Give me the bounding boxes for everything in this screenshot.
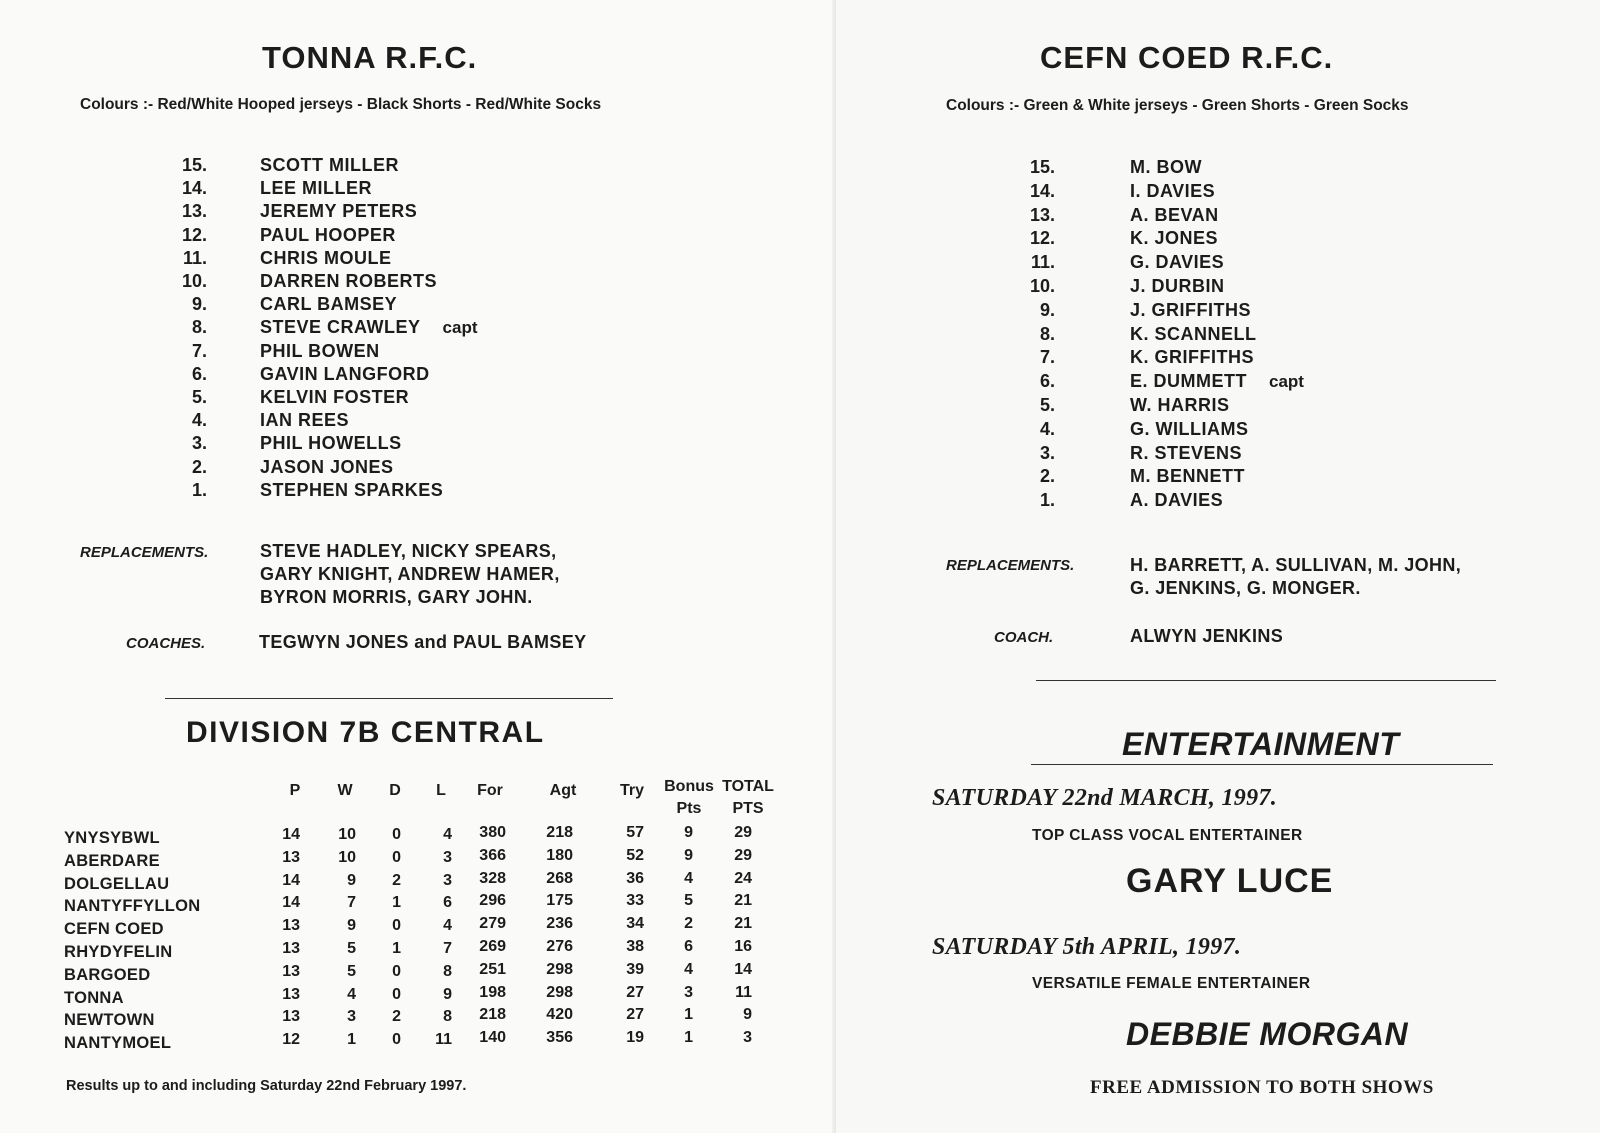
event2-date: SATURDAY 5th APRIL, 1997. bbox=[932, 934, 1242, 960]
event1-performer: GARY LUCE bbox=[1126, 862, 1334, 900]
table-cell-for: 296 bbox=[479, 892, 506, 910]
table-cell-p: 13 bbox=[282, 985, 300, 1003]
table-cell-p: 14 bbox=[282, 871, 300, 889]
entertainment-underline bbox=[1031, 764, 1493, 765]
player-name: A. BEVAN bbox=[1130, 204, 1219, 225]
table-cell-for: 198 bbox=[479, 983, 506, 1001]
replacement-line: GARY KNIGHT, ANDREW HAMER, bbox=[260, 564, 560, 584]
player-name-row bbox=[1130, 276, 1225, 297]
table-cell-total: 14 bbox=[734, 960, 752, 978]
column-header: L bbox=[436, 782, 446, 799]
table-cell-for: 380 bbox=[479, 824, 506, 841]
player-name: M. BOW bbox=[1130, 157, 1202, 177]
team-name: YNYSYBWL bbox=[64, 829, 160, 847]
player-name-row bbox=[260, 294, 397, 315]
player-name: A. DAVIES bbox=[1130, 490, 1224, 511]
table-cell-p: 13 bbox=[282, 848, 300, 866]
player-number: 12. bbox=[1029, 228, 1055, 249]
divider-rule bbox=[1036, 680, 1496, 681]
table-cell-d: 0 bbox=[392, 848, 401, 866]
player-name: CARL BAMSEY bbox=[260, 294, 398, 315]
team-name: CEFN COED bbox=[64, 920, 164, 939]
player-number: 14. bbox=[181, 178, 207, 199]
replacement-line: STEVE HADLEY, NICKY SPEARS, bbox=[260, 541, 557, 561]
player-number: 6. bbox=[191, 363, 207, 384]
table-cell-p: 13 bbox=[282, 1008, 300, 1026]
table-cell-try: 39 bbox=[626, 960, 644, 978]
table-cell-l: 7 bbox=[443, 940, 452, 957]
team-name: BARGOED bbox=[64, 965, 151, 984]
divider-rule bbox=[165, 698, 613, 699]
player-name-row bbox=[1130, 252, 1224, 273]
player-name: R. STEVENS bbox=[1130, 442, 1243, 463]
table-cell-d: 1 bbox=[392, 894, 401, 912]
player-number: 10. bbox=[1029, 276, 1055, 296]
table-cell-try: 19 bbox=[626, 1029, 644, 1047]
table-cell-agt: 276 bbox=[546, 938, 573, 955]
team-name: NEWTOWN bbox=[64, 1011, 155, 1030]
player-number: 9. bbox=[191, 294, 207, 315]
table-cell-w: 10 bbox=[338, 848, 356, 866]
player-name-row bbox=[1130, 228, 1218, 249]
table-cell-w: 5 bbox=[347, 940, 356, 957]
table-cell-total: 9 bbox=[743, 1006, 752, 1024]
table-cell-d: 0 bbox=[392, 962, 401, 980]
table-cell-try: 36 bbox=[626, 869, 644, 887]
table-cell-l: 6 bbox=[443, 894, 452, 912]
table-cell-d: 2 bbox=[392, 871, 401, 889]
table-cell-agt: 420 bbox=[546, 1006, 573, 1024]
table-cell-w: 10 bbox=[338, 826, 356, 843]
player-name-row bbox=[1130, 181, 1215, 202]
column-header: W bbox=[337, 782, 353, 799]
table-cell-bonus: 6 bbox=[684, 938, 693, 955]
player-name-row bbox=[260, 201, 417, 222]
player-name: JEREMY PETERS bbox=[260, 201, 418, 222]
player-name-row bbox=[260, 225, 396, 246]
player-name: JASON JONES bbox=[260, 456, 394, 477]
table-cell-bonus: 9 bbox=[684, 824, 693, 841]
player-number: 10. bbox=[181, 271, 207, 291]
tonna-club-title: TONNA R.F.C. bbox=[262, 40, 478, 75]
table-cell-d: 0 bbox=[392, 985, 401, 1003]
table-cell-try: 52 bbox=[626, 846, 644, 864]
event1-description: TOP CLASS VOCAL ENTERTAINER bbox=[1032, 827, 1303, 844]
table-cell-w: 7 bbox=[347, 894, 356, 912]
cefn-coed-replacements-label: REPLACEMENTS. bbox=[946, 557, 1075, 574]
table-cell-bonus: 9 bbox=[684, 846, 693, 864]
player-number: 5. bbox=[1039, 395, 1055, 415]
column-header: TOTAL bbox=[722, 778, 774, 795]
player-number: 7. bbox=[191, 340, 207, 361]
table-cell-for: 328 bbox=[479, 869, 506, 887]
player-name: J. GRIFFITHS bbox=[1130, 299, 1252, 320]
table-cell-d: 2 bbox=[392, 1008, 401, 1026]
player-number: 8. bbox=[1039, 323, 1055, 344]
player-name: E. DUMMETT bbox=[1130, 371, 1247, 392]
player-number: 3. bbox=[1039, 442, 1055, 463]
table-cell-p: 13 bbox=[282, 917, 300, 935]
table-cell-try: 38 bbox=[626, 938, 644, 955]
player-number: 2. bbox=[191, 456, 207, 477]
table-cell-l: 3 bbox=[443, 848, 452, 866]
player-name-row bbox=[260, 410, 349, 431]
player-number: 12. bbox=[181, 224, 207, 245]
player-name-row bbox=[1130, 205, 1219, 226]
table-cell-bonus: 1 bbox=[684, 1029, 693, 1047]
player-name-row bbox=[1130, 347, 1254, 368]
column-header: Agt bbox=[549, 782, 577, 799]
table-cell-agt: 180 bbox=[546, 846, 573, 864]
table-cell-agt: 175 bbox=[546, 892, 573, 910]
table-cell-l: 3 bbox=[443, 871, 452, 889]
player-number: 6. bbox=[1039, 371, 1055, 392]
player-name: I. DAVIES bbox=[1130, 180, 1216, 201]
player-number: 11. bbox=[182, 247, 207, 268]
table-cell-p: 13 bbox=[282, 940, 300, 957]
team-name: NANTYMOEL bbox=[64, 1034, 172, 1053]
table-cell-for: 279 bbox=[479, 915, 506, 933]
player-name: IAN REES bbox=[260, 410, 350, 431]
player-number: 2. bbox=[1039, 466, 1055, 487]
player-name-row bbox=[260, 317, 478, 338]
table-cell-d: 0 bbox=[392, 1031, 401, 1049]
player-name-row bbox=[260, 155, 399, 176]
player-number: 1. bbox=[191, 479, 207, 500]
column-header: For bbox=[477, 782, 503, 799]
table-cell-l: 8 bbox=[443, 962, 452, 980]
division-title: DIVISION 7B CENTRAL bbox=[186, 716, 545, 749]
player-name: STEPHEN SPARKES bbox=[260, 479, 444, 500]
table-cell-agt: 298 bbox=[546, 960, 573, 978]
table-cell-l: 8 bbox=[443, 1008, 452, 1026]
team-name: NANTYFFYLLON bbox=[64, 897, 201, 916]
table-cell-d: 1 bbox=[392, 940, 401, 957]
cefn-coed-replacements bbox=[1130, 554, 1461, 600]
player-name-row bbox=[1130, 419, 1248, 440]
table-cell-total: 29 bbox=[734, 824, 752, 841]
table-cell-for: 140 bbox=[479, 1029, 506, 1047]
player-name: LEE MILLER bbox=[260, 178, 372, 199]
player-name-row bbox=[260, 387, 409, 408]
table-cell-agt: 236 bbox=[546, 915, 573, 933]
tonna-coaches: TEGWYN JONES and PAUL BAMSEY bbox=[259, 632, 587, 652]
table-cell-bonus: 5 bbox=[684, 892, 693, 910]
captain-marker: capt bbox=[442, 318, 478, 338]
player-number: 7. bbox=[1039, 347, 1055, 368]
table-cell-total: 11 bbox=[735, 983, 752, 1001]
cefn-coed-club-title: CEFN COED R.F.C. bbox=[1040, 40, 1334, 75]
table-cell-for: 251 bbox=[479, 960, 506, 978]
player-number: 5. bbox=[191, 387, 207, 407]
player-name-row bbox=[260, 480, 443, 501]
player-number: 4. bbox=[1039, 418, 1055, 439]
player-name-row bbox=[1130, 466, 1245, 487]
replacement-line: H. BARRETT, A. SULLIVAN, M. JOHN, bbox=[1130, 555, 1462, 575]
player-name-row bbox=[1130, 395, 1230, 416]
table-cell-w: 3 bbox=[347, 1008, 356, 1026]
table-cell-p: 14 bbox=[282, 894, 300, 912]
table-cell-d: 0 bbox=[392, 826, 401, 843]
player-name-row bbox=[260, 271, 437, 292]
team-name: TONNA bbox=[64, 988, 124, 1007]
team-name: ABERDARE bbox=[64, 851, 160, 870]
table-cell-try: 27 bbox=[626, 1006, 644, 1024]
tonna-replacements-label: REPLACEMENTS. bbox=[80, 544, 209, 561]
player-name-row bbox=[260, 457, 394, 478]
player-name: K. JONES bbox=[1130, 228, 1219, 249]
event1-date: SATURDAY 22nd MARCH, 1997. bbox=[932, 785, 1277, 811]
table-cell-total: 24 bbox=[734, 869, 752, 887]
table-cell-bonus: 1 bbox=[684, 1006, 693, 1024]
event2-performer: DEBBIE MORGAN bbox=[1126, 1016, 1409, 1052]
player-name: PHIL HOWELLS bbox=[260, 433, 402, 454]
player-number: 13. bbox=[181, 201, 207, 222]
player-name-row bbox=[260, 248, 392, 269]
table-cell-bonus: 4 bbox=[684, 869, 693, 887]
player-number: 15. bbox=[181, 155, 207, 175]
player-name-row bbox=[1130, 490, 1223, 511]
player-name-row bbox=[1130, 443, 1242, 464]
table-cell-w: 9 bbox=[347, 871, 356, 889]
player-name: KELVIN FOSTER bbox=[260, 387, 410, 407]
cefn-coed-coach: ALWYN JENKINS bbox=[1130, 626, 1284, 646]
table-cell-w: 1 bbox=[347, 1031, 356, 1049]
table-cell-agt: 298 bbox=[546, 983, 573, 1001]
tonna-coaches-label: COACHES. bbox=[126, 635, 206, 652]
table-cell-total: 3 bbox=[743, 1029, 752, 1047]
table-cell-bonus: 4 bbox=[684, 960, 693, 978]
table-cell-try: 57 bbox=[626, 824, 644, 841]
table-cell-total: 21 bbox=[734, 915, 752, 933]
column-header: Bonus bbox=[664, 778, 714, 795]
player-number: 14. bbox=[1029, 180, 1055, 201]
player-name: K. GRIFFITHS bbox=[1130, 347, 1254, 368]
team-name: RHYDYFELIN bbox=[64, 943, 173, 961]
table-cell-w: 4 bbox=[347, 985, 356, 1003]
player-number: 9. bbox=[1039, 299, 1055, 320]
table-cell-p: 12 bbox=[282, 1031, 300, 1049]
table-cell-w: 9 bbox=[347, 917, 356, 935]
table-cell-try: 33 bbox=[626, 892, 644, 910]
table-cell-for: 218 bbox=[479, 1006, 506, 1024]
table-cell-total: 16 bbox=[734, 938, 752, 955]
player-number: 1. bbox=[1039, 490, 1055, 511]
team-name: DOLGELLAU bbox=[64, 874, 170, 893]
table-cell-for: 366 bbox=[479, 846, 506, 864]
player-name: M. BENNETT bbox=[1130, 466, 1245, 487]
player-name-row bbox=[260, 364, 430, 385]
player-name-row bbox=[1130, 371, 1304, 392]
column-subheader: PTS bbox=[732, 800, 764, 817]
captain-marker: capt bbox=[1269, 372, 1304, 392]
tonna-replacements bbox=[260, 540, 560, 609]
player-name: STEVE CRAWLEY bbox=[260, 317, 421, 338]
player-name: DARREN ROBERTS bbox=[260, 271, 438, 291]
table-cell-p: 13 bbox=[282, 962, 300, 980]
table-cell-bonus: 3 bbox=[684, 983, 693, 1001]
right-page bbox=[836, 0, 1600, 1133]
player-name: G. DAVIES bbox=[1130, 252, 1225, 273]
results-footnote: Results up to and including Saturday 22nd February 1997. bbox=[66, 1078, 467, 1094]
cefn-coed-coach-label: COACH. bbox=[994, 629, 1054, 646]
table-cell-total: 21 bbox=[734, 892, 752, 910]
player-number: 15. bbox=[1029, 157, 1055, 177]
player-name: GAVIN LANGFORD bbox=[260, 363, 430, 384]
player-name: SCOTT MILLER bbox=[260, 155, 399, 175]
table-cell-for: 269 bbox=[479, 938, 506, 955]
table-cell-l: 4 bbox=[443, 917, 452, 935]
replacement-line: G. JENKINS, G. MONGER. bbox=[1130, 578, 1361, 598]
table-cell-p: 14 bbox=[282, 826, 300, 843]
player-name-row bbox=[1130, 300, 1251, 321]
table-cell-l: 11 bbox=[435, 1031, 452, 1049]
column-header: D bbox=[389, 782, 401, 799]
player-number: 8. bbox=[191, 317, 207, 338]
replacement-line: BYRON MORRIS, GARY JOHN. bbox=[260, 587, 533, 607]
table-cell-d: 0 bbox=[392, 917, 401, 935]
table-cell-bonus: 2 bbox=[684, 915, 693, 933]
player-name: G. WILLIAMS bbox=[1130, 418, 1249, 439]
player-name: PHIL BOWEN bbox=[260, 340, 380, 361]
cefn-coed-colours: Colours :- Green & White jerseys - Green Shorts - Green Socks bbox=[946, 97, 1409, 114]
table-cell-agt: 356 bbox=[546, 1029, 573, 1047]
table-cell-agt: 268 bbox=[546, 869, 573, 887]
table-cell-w: 5 bbox=[347, 962, 356, 980]
table-cell-try: 34 bbox=[626, 915, 644, 933]
player-name: K. SCANNELL bbox=[1130, 323, 1257, 344]
table-cell-try: 27 bbox=[626, 983, 644, 1001]
table-cell-total: 29 bbox=[734, 846, 752, 864]
entertainment-title: ENTERTAINMENT bbox=[1122, 726, 1400, 762]
player-name: W. HARRIS bbox=[1130, 395, 1230, 415]
table-cell-agt: 218 bbox=[546, 824, 573, 841]
player-name: J. DURBIN bbox=[1130, 276, 1225, 296]
column-header: P bbox=[289, 782, 301, 799]
column-subheader: Pts bbox=[676, 800, 702, 817]
player-name-row bbox=[260, 341, 380, 362]
table-cell-l: 4 bbox=[443, 826, 452, 843]
player-name-row bbox=[260, 433, 402, 454]
player-name-row bbox=[1130, 157, 1202, 178]
player-name: PAUL HOOPER bbox=[260, 224, 396, 245]
player-name-row bbox=[1130, 324, 1257, 345]
tonna-colours: Colours :- Red/White Hooped jerseys - Black Shorts - Red/White Socks bbox=[80, 96, 602, 113]
player-number: 3. bbox=[191, 433, 207, 454]
player-number: 13. bbox=[1029, 204, 1055, 225]
player-name-row bbox=[260, 178, 372, 199]
player-number: 11. bbox=[1030, 252, 1055, 273]
table-cell-l: 9 bbox=[443, 985, 452, 1003]
player-number: 4. bbox=[191, 410, 207, 431]
column-header: Try bbox=[619, 782, 644, 799]
event2-description: VERSATILE FEMALE ENTERTAINER bbox=[1032, 975, 1311, 992]
player-name: CHRIS MOULE bbox=[260, 247, 392, 268]
free-admission-note: FREE ADMISSION TO BOTH SHOWS bbox=[1090, 1077, 1434, 1098]
